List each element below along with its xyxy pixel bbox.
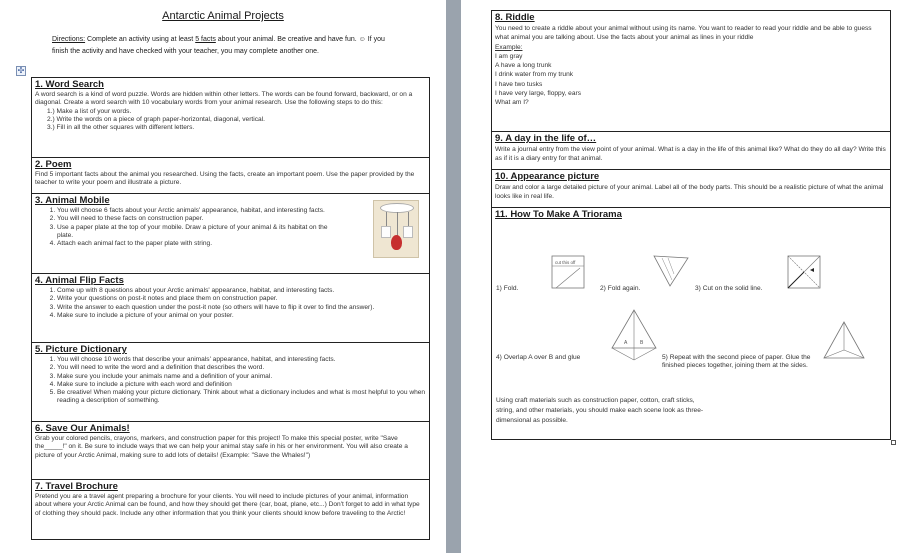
section-day-in-life	[491, 132, 891, 170]
list-item: 3. Use a paper plate at the top of your mobile. Draw a picture of your animal & its habitat on the plate.	[57, 224, 335, 241]
riddle-line: What am I?	[495, 99, 529, 107]
section-heading: 1. Word Search	[35, 79, 104, 90]
directions-paragraph	[52, 34, 402, 58]
riddle-line: I have very large, floppy, ears	[495, 90, 582, 98]
section-word-search	[31, 77, 430, 158]
list-item: 5. Be creative! When making your picture dictionary. Think about what a dictionary includes and what is most helpful to you when reading a description of something.	[57, 389, 426, 406]
section-heading: 2. Poem	[35, 159, 72, 170]
section-heading: 3. Animal Mobile	[35, 195, 110, 206]
section-heading: 7. Travel Brochure	[35, 481, 118, 492]
document-page-left	[0, 0, 446, 553]
directions-text-a: Complete an activity using at least	[85, 36, 196, 43]
section-poem	[31, 158, 430, 194]
section-body: A word search is a kind of word puzzle. Words are hidden within other letters. The words can be found forward, backward, or on a diagonal. Create a word search with 10 vocabulary words from your animal research. Use the following steps to do this:	[35, 91, 413, 107]
section-flip-facts	[31, 274, 430, 343]
fold-diagram-icon	[550, 254, 586, 290]
list-item: 2. You will need to these facts on construction paper.	[57, 215, 335, 223]
section-body: You need to create a riddle about your animal without using its name. You want to reader to read your riddle and be able to guess what animal you are talking about. Use the facts about your animal as lines in your riddle	[495, 25, 872, 42]
section-animal-mobile	[31, 194, 430, 274]
list-item: 3. Make sure you include your animals name and a definition of your animal.	[57, 373, 426, 381]
list-item: 4. Attach each animal fact to the paper plate with string.	[57, 240, 335, 248]
riddle-line: I have two tusks	[495, 80, 543, 88]
triorama-step-2: 2) Fold again.	[600, 285, 641, 292]
section-travel-brochure	[31, 480, 430, 540]
section-riddle	[491, 10, 891, 132]
section-heading: 4. Animal Flip Facts	[35, 275, 124, 286]
svg-text:A: A	[624, 340, 628, 346]
riddle-line: A have a long trunk	[495, 62, 552, 70]
document-title: Antarctic Animal Projects	[162, 10, 284, 22]
section-picture-dictionary	[31, 343, 430, 422]
triorama-step-4: 4) Overlap A over B and glue	[496, 354, 581, 361]
section-body: Draw and color a large detailed picture of your animal. Label all of the body parts. This should be a realistic picture of what the animal looks like in real life.	[495, 184, 884, 201]
section-heading: 10. Appearance picture	[495, 171, 600, 182]
section-heading: 5. Picture Dictionary	[35, 344, 127, 355]
section-heading: 9. A day in the life of…	[495, 133, 597, 144]
section-body: Find 5 important facts about the animal you researched. Using the facts, create an important poem. Use the paper provided by the teacher to write your poem and illustrate a picture.	[35, 171, 415, 187]
fold-again-diagram-icon	[652, 252, 692, 290]
list-item: 2. Write your questions on post-it notes and place them on construction paper.	[57, 295, 426, 303]
section-heading: 11. How To Make A Triorama	[495, 209, 622, 220]
list-item: 4. Make sure to include a picture of your animal on your poster.	[57, 312, 426, 320]
fig-cut-label: cut this off	[555, 260, 576, 265]
list-item: 3.) Fill in all the other squares with different letters.	[47, 124, 195, 132]
list-item: 1. You will choose 10 words that describe your animals' appearance, habitat, and interesting facts.	[57, 356, 426, 364]
triorama-step-5: 5) Repeat with the second piece of paper. Glue the finished pieces together, joining them at the sides.	[662, 354, 811, 369]
finished-triorama-icon	[822, 320, 866, 362]
section-triorama	[491, 208, 891, 440]
document-page-right	[461, 0, 912, 553]
mobile-photo-image	[373, 200, 419, 258]
example-label: Example:	[495, 43, 523, 51]
list-item: 1. Come up with 8 questions about your Arctic animals' appearance, habitat, and interesting facts.	[57, 287, 426, 295]
section-appearance	[491, 170, 891, 208]
list-item: 2.) Write the words on a piece of graph paper-horizontal, diagonal, vertical.	[47, 115, 265, 123]
section-save-animals	[31, 422, 430, 480]
directions-text-b: about your animal. Be creative and have fun. ☺ If you finish the activity and have checked with your teacher, you may complete another one.	[52, 36, 385, 55]
svg-text:B: B	[640, 340, 644, 346]
directions-facts: 5 facts	[195, 36, 216, 43]
triorama-body: Using craft materials such as construction paper, cotton, craft sticks, string, and other materials, you should make each scene look as three-dimensional as possible.	[496, 397, 704, 424]
list-item: 1. You will choose 6 facts about your Arctic animals' appearance, habitat, and interesting facts.	[57, 207, 335, 215]
triorama-step-3: 3) Cut on the solid line.	[695, 285, 763, 292]
section-body: Grab your colored pencils, crayons, markers, and construction paper for this project! To make this special poster, write "Save the_____!" on it. Be sure to include ways that we can help your animal stay safe in his or her environment. You will also create a picture of your Arctic Animal, making sure to add lots of details! (Example: "Save the Whales!")	[35, 435, 408, 459]
section-body: Write a journal entry from the view point of your animal. What is a day in the life of this animal like? What do they do all day? Write this as if it is a diary entry for that animal.	[495, 146, 886, 163]
section-heading: 8. Riddle	[495, 12, 535, 23]
table-move-handle-icon[interactable]: ✣	[17, 66, 25, 75]
directions-label: Directions:	[52, 36, 86, 43]
list-item: 3. Write the answer to each question under the post-it note (so others will have to flip it over to find the answer).	[57, 304, 426, 312]
triorama-step-1: 1) Fold.	[496, 285, 519, 292]
list-item: 4. Make sure to include a picture with each word and definition	[57, 381, 426, 389]
list-item: 1.) Make a list of your words.	[47, 107, 132, 115]
list-item: 2. You will need to write the word and a definition that describes the word.	[57, 364, 426, 372]
section-body: Pretend you are a travel agent preparing a brochure for your clients. You will need to include pictures of your animal, information about where your Arctic Animal can be found, and how they should get there (car, boat, plane, etc...) Don't forget to add in what type of clothing they should pack. Include any other information that you think your clients should know before traveling to the Arctic!	[35, 493, 420, 517]
riddle-line: I drink water from my trunk	[495, 71, 574, 79]
overlap-diagram-icon	[608, 308, 660, 364]
section-heading: 6. Save Our Animals!	[35, 423, 130, 434]
cut-line-diagram-icon	[784, 252, 824, 292]
riddle-line: I am gray	[495, 52, 523, 60]
table-resize-handle[interactable]	[891, 440, 896, 445]
